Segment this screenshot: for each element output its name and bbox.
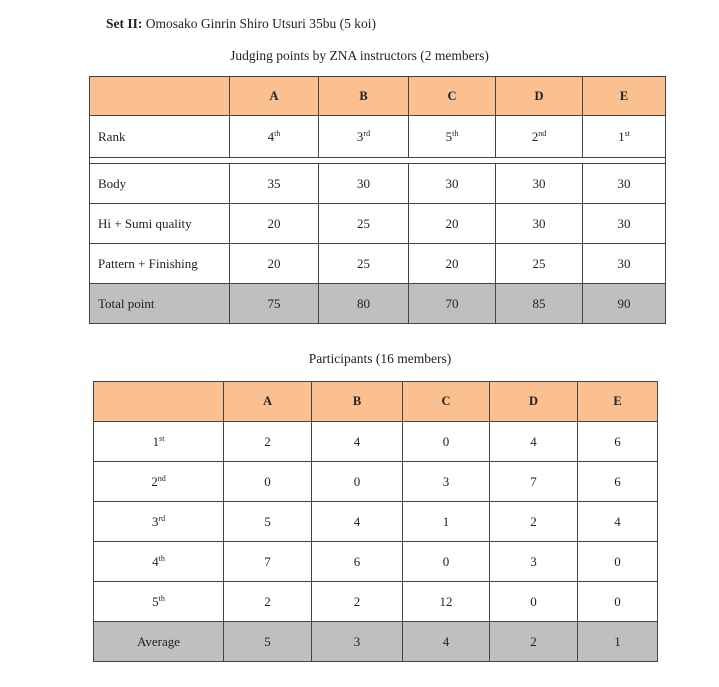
vote-cell: 0: [490, 582, 578, 622]
judges-col-c: C: [409, 77, 496, 116]
participants-col-e: E: [578, 382, 658, 422]
score-cell: 30: [583, 244, 666, 284]
total-row: [90, 284, 666, 324]
participants-col-a: A: [224, 382, 312, 422]
rank-c: 5th: [409, 116, 496, 158]
vote-cell: 0: [312, 462, 403, 502]
score-cell: 30: [496, 164, 583, 204]
vote-cell: 0: [403, 542, 490, 582]
participants-col-c: C: [403, 382, 490, 422]
score-cell: 35: [230, 164, 319, 204]
row-label: Hi + Sumi quality: [90, 204, 230, 244]
judges-table: [89, 76, 666, 324]
place-row-3rd: [94, 502, 658, 542]
score-cell: 30: [409, 164, 496, 204]
place-label: 2nd: [94, 462, 224, 502]
vote-cell: 2: [312, 582, 403, 622]
vote-cell: 4: [578, 502, 658, 542]
vote-cell: 2: [490, 502, 578, 542]
total-cell: 75: [230, 284, 319, 324]
score-cell: 30: [319, 164, 409, 204]
judges-header-row: [90, 77, 666, 116]
rank-label: Rank: [90, 116, 230, 158]
participants-caption: Participants (16 members): [308, 351, 452, 366]
vote-cell: 2: [224, 582, 312, 622]
average-cell: 5: [224, 622, 312, 662]
score-cell: 25: [319, 204, 409, 244]
place-label: 3rd: [94, 502, 224, 542]
score-cell: 20: [409, 204, 496, 244]
vote-cell: 6: [578, 422, 658, 462]
place-row-4th: [94, 542, 658, 582]
score-cell: 30: [583, 164, 666, 204]
vote-cell: 1: [403, 502, 490, 542]
hi-sumi-row: [90, 204, 666, 244]
total-cell: 85: [496, 284, 583, 324]
average-row: [94, 622, 658, 662]
judges-col-a: A: [230, 77, 319, 116]
participants-header-corner: [94, 382, 224, 422]
vote-cell: 4: [490, 422, 578, 462]
rank-d: 2nd: [496, 116, 583, 158]
participants-col-d: D: [490, 382, 578, 422]
vote-cell: 7: [224, 542, 312, 582]
place-label: 1st: [94, 422, 224, 462]
participants-col-b: B: [312, 382, 403, 422]
vote-cell: 0: [578, 582, 658, 622]
participants-header-row: [94, 382, 658, 422]
participants-table: [93, 381, 658, 662]
total-label: Total point: [90, 284, 230, 324]
score-cell: 25: [496, 244, 583, 284]
average-cell: 2: [490, 622, 578, 662]
place-row-2nd: [94, 462, 658, 502]
score-cell: 20: [230, 204, 319, 244]
place-row-1st: [94, 422, 658, 462]
place-label: 5th: [94, 582, 224, 622]
score-cell: 20: [230, 244, 319, 284]
rank-row: [90, 116, 666, 158]
rank-e: 1st: [583, 116, 666, 158]
rank-b: 3rd: [319, 116, 409, 158]
vote-cell: 6: [312, 542, 403, 582]
rank-a: 4th: [230, 116, 319, 158]
body-row: [90, 164, 666, 204]
set-title: [106, 16, 376, 32]
average-cell: 1: [578, 622, 658, 662]
vote-cell: 12: [403, 582, 490, 622]
vote-cell: 7: [490, 462, 578, 502]
vote-cell: 5: [224, 502, 312, 542]
row-label: Body: [90, 164, 230, 204]
judges-col-e: E: [583, 77, 666, 116]
vote-cell: 3: [403, 462, 490, 502]
vote-cell: 4: [312, 502, 403, 542]
judges-header-corner: [90, 77, 230, 116]
judges-col-b: B: [319, 77, 409, 116]
total-cell: 80: [319, 284, 409, 324]
vote-cell: 2: [224, 422, 312, 462]
set-variety: Omosako Ginrin Shiro Utsuri 35bu (5 koi): [145, 16, 376, 31]
score-cell: 20: [409, 244, 496, 284]
judges-caption: Judging points by ZNA instructors (2 members): [230, 48, 489, 63]
total-cell: 90: [583, 284, 666, 324]
score-cell: 30: [583, 204, 666, 244]
place-row-5th: [94, 582, 658, 622]
judges-col-d: D: [496, 77, 583, 116]
score-cell: 25: [319, 244, 409, 284]
score-cell: 30: [496, 204, 583, 244]
average-cell: 4: [403, 622, 490, 662]
vote-cell: 0: [578, 542, 658, 582]
vote-cell: 3: [490, 542, 578, 582]
average-cell: 3: [312, 622, 403, 662]
pattern-row: [90, 244, 666, 284]
vote-cell: 0: [403, 422, 490, 462]
vote-cell: 0: [224, 462, 312, 502]
place-label: 4th: [94, 542, 224, 582]
vote-cell: 4: [312, 422, 403, 462]
set-label: Set II:: [106, 16, 143, 31]
average-label: Average: [94, 622, 224, 662]
vote-cell: 6: [578, 462, 658, 502]
total-cell: 70: [409, 284, 496, 324]
row-label: Pattern + Finishing: [90, 244, 230, 284]
